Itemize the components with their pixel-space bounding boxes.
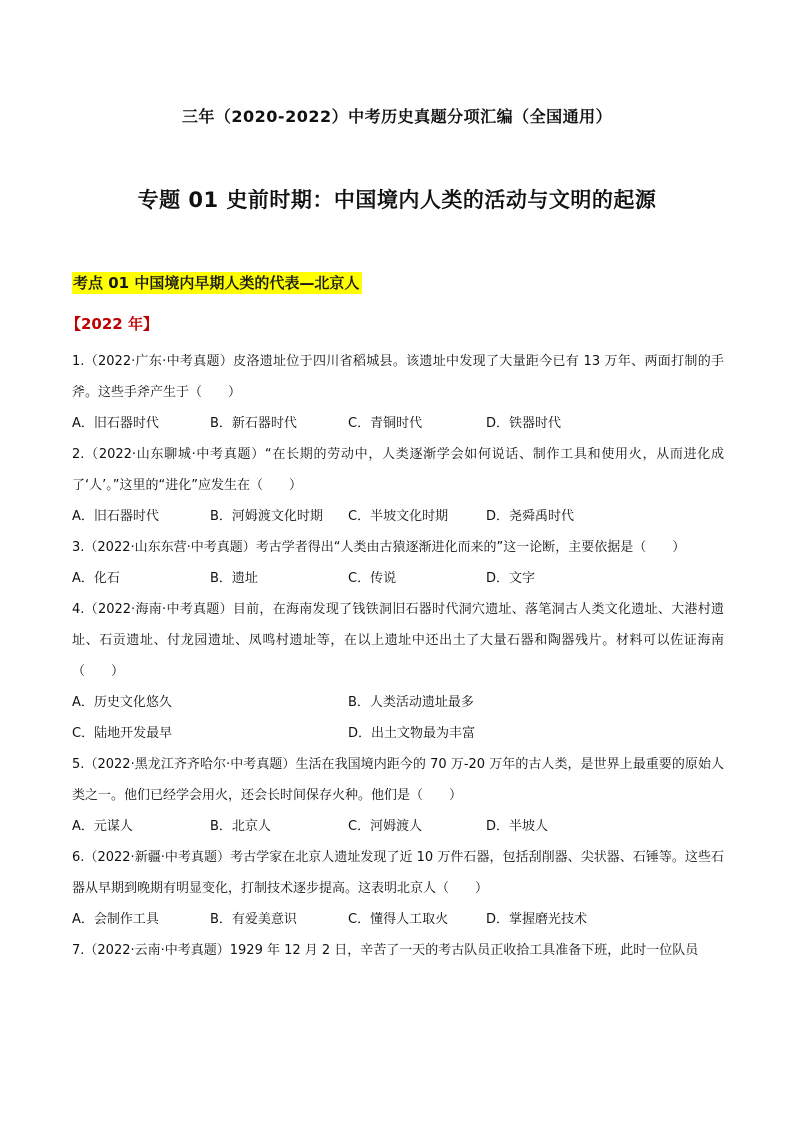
question-text: 6.（2022·新疆·中考真题）考古学家在北京人遗址发现了近 10 万件石器，包括刮削器、尖状器、石锤等。这些石器从早期到晚期有明显变化，打制技术逐步提高。这表明北京人（ ）	[72, 850, 724, 896]
option-a: A．旧石器时代	[72, 416, 159, 431]
option-b: B．新石器时代	[210, 416, 297, 431]
option-c: C．传说	[348, 571, 397, 586]
option-d: D．文字	[486, 571, 536, 586]
options	[72, 687, 724, 749]
option-a: A．旧石器时代	[72, 509, 159, 524]
question-text: 1.（2022·广东·中考真题）皮洛遗址位于四川省稻城县。该遗址中发现了大量距今已有 13 万年、两面打制的手斧。这些手斧产生于（ ）	[72, 354, 724, 400]
question-text: 2.（2022·山东聊城·中考真题）“在长期的劳动中，人类逐渐学会如何说话、制作工具和使用火，从而进化成了‘人’。”这里的“进化”应发生在（ ）	[72, 447, 724, 493]
options	[72, 563, 724, 594]
option-c: C．陆地开发最早	[72, 726, 173, 741]
options	[72, 501, 724, 532]
question-5	[72, 749, 724, 842]
question-text: 3.（2022·山东东营·中考真题）考古学者得出“人类由古猿逐渐进化而来的”这一论断，主要依据是（ ）	[72, 540, 686, 555]
question-1	[72, 346, 724, 439]
option-a: A．会制作工具	[72, 912, 159, 927]
kaodian-heading: 考点 01 中国境内早期人类的代表—北京人	[72, 272, 362, 294]
question-3	[72, 532, 724, 594]
topic-title: 专题 01 史前时期：中国境内人类的活动与文明的起源	[137, 188, 657, 212]
option-b: B．人类活动遗址最多	[348, 695, 474, 710]
options	[72, 811, 724, 842]
year-heading: 【2022 年】	[66, 315, 158, 333]
option-b: B．遗址	[210, 571, 258, 586]
option-c: C．青铜时代	[348, 416, 423, 431]
option-d: D．半坡人	[486, 819, 549, 834]
options	[72, 904, 724, 935]
option-b: B．有爱美意识	[210, 912, 297, 927]
option-a: A．化石	[72, 571, 120, 586]
question-text: 5.（2022·黑龙江齐齐哈尔·中考真题）生活在我国境内距今的 70 万-20 万年的古人类，是世界上最重要的原始人类之一。他们已经学会用火，还会长时间保存火种。他们是（ ）	[72, 757, 724, 803]
question-text: 4.（2022·海南·中考真题）目前，在海南发现了钱铁洞旧石器时代洞穴遗址、落笔洞古人类文化遗址、大港村遗址、石贡遗址、付龙园遗址、凤鸣村遗址等，在以上遗址中还出土了大量石器和陶器残片。材料可以佐证海南（ ）	[72, 602, 724, 679]
options	[72, 408, 724, 439]
option-a: A．元谋人	[72, 819, 133, 834]
option-c: C．半坡文化时期	[348, 509, 449, 524]
option-d: D．出土文物最为丰富	[348, 726, 476, 741]
question-2	[72, 439, 724, 532]
question-7	[72, 935, 724, 966]
option-b: B．河姆渡文化时期	[210, 509, 323, 524]
question-list	[72, 346, 724, 966]
option-a: A．历史文化悠久	[72, 695, 172, 710]
option-b: B．北京人	[210, 819, 271, 834]
option-d: D．掌握磨光技术	[486, 912, 588, 927]
question-6	[72, 842, 724, 935]
option-d: D．铁器时代	[486, 416, 562, 431]
option-c: C．懂得人工取火	[348, 912, 449, 927]
question-text: 7.（2022·云南·中考真题）1929 年 12 月 2 日，辛苦了一天的考古队员正收拾工具准备下班，此时一位队员	[72, 943, 699, 958]
option-d: D．尧舜禹时代	[486, 509, 575, 524]
option-c: C．河姆渡人	[348, 819, 423, 834]
question-4	[72, 594, 724, 749]
series-title: 三年（2020-2022）中考历史真题分项汇编（全国通用）	[181, 107, 613, 126]
